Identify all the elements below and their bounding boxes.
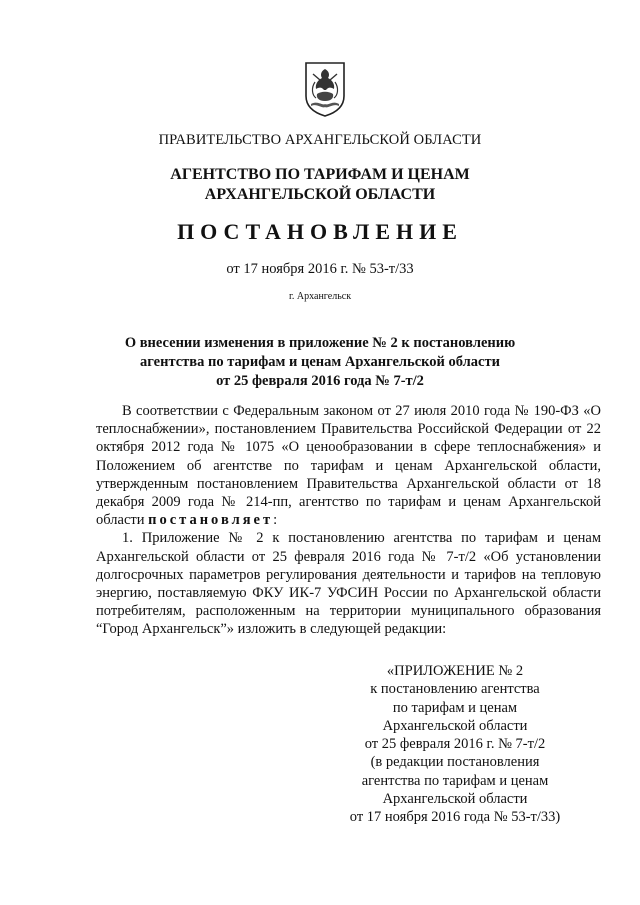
appendix-line: агентства по тарифам и ценам: [361, 772, 549, 789]
clause-paragraph: 1. Приложение № 2 к постановлению агентства по тарифам и ценам Архангельской области от 25 февраля 2016 года № 7-т/2 «Об установлении долгосрочных параметров регулирования деятельности и тарифов на тепловую энергию, поставляемую ФКУ ИК-7 УФСИН России по Архангельской области потребителям, расположенным на территории муниципального образования “Город Архангельск”» изложить в следующей редакции:: [96, 530, 601, 638]
agency-name: [0, 165, 640, 205]
appendix-line: Архангельской области: [382, 717, 528, 734]
document-city: г. Архангельск: [288, 291, 352, 302]
preamble-paragraph: [96, 402, 601, 529]
appendix-line: к постановлению агентства: [370, 681, 540, 698]
appendix-line: «ПРИЛОЖЕНИЕ № 2: [386, 663, 524, 679]
document-type: ПОСТАНОВЛЕНИЕ: [177, 219, 463, 244]
agency-name-line: АРХАНГЕЛЬСКОЙ ОБЛАСТИ: [204, 186, 436, 203]
subject-line: О внесении изменения в приложение № 2 к постановлению: [124, 335, 516, 351]
appendix-line: по тарифам и ценам: [392, 699, 518, 716]
government-name: ПРАВИТЕЛЬСТВО АРХАНГЕЛЬСКОЙ ОБЛАСТИ: [158, 132, 482, 148]
subject-line: агентства по тарифам и ценам Архангельской области: [140, 354, 500, 370]
appendix-header: [340, 662, 570, 827]
appendix-line: от 25 февраля 2016 г. № 7-т/2: [364, 736, 546, 753]
document-subject: [0, 334, 640, 391]
appendix-line: (в редакции постановления: [370, 754, 540, 771]
appendix-line: Архангельской области: [382, 791, 528, 808]
document-body: [96, 402, 601, 639]
preamble-end: :: [273, 512, 278, 529]
agency-name-line: АГЕНТСТВО ПО ТАРИФАМ И ЦЕНАМ: [170, 166, 470, 183]
document-date-number: от 17 ноября 2016 г. № 53-т/33: [226, 261, 414, 277]
preamble-text: В соответствии с Федеральным законом от 27 июля 2010 года № 190-ФЗ «О теплоснабжении», постановлением Правительства Российской Федерации от 22 октября 2012 года № 1075 «О ценообразовании в сфере теплоснабжения» и Положением об агентстве по тарифам и ценам Архангельской области, утвержденным постановлением Правительства Архангельской области от 18 декабря 2009 года № 214-пп, агентство по тарифам и ценам Архангельской области: [96, 403, 601, 529]
appendix-line: от 17 ноября 2016 года № 53-т/33): [349, 809, 561, 826]
subject-line: от 25 февраля 2016 года № 7-т/2: [216, 373, 424, 389]
coat-of-arms-icon: [303, 60, 347, 118]
resolves-keyword: постановляет: [148, 512, 274, 529]
